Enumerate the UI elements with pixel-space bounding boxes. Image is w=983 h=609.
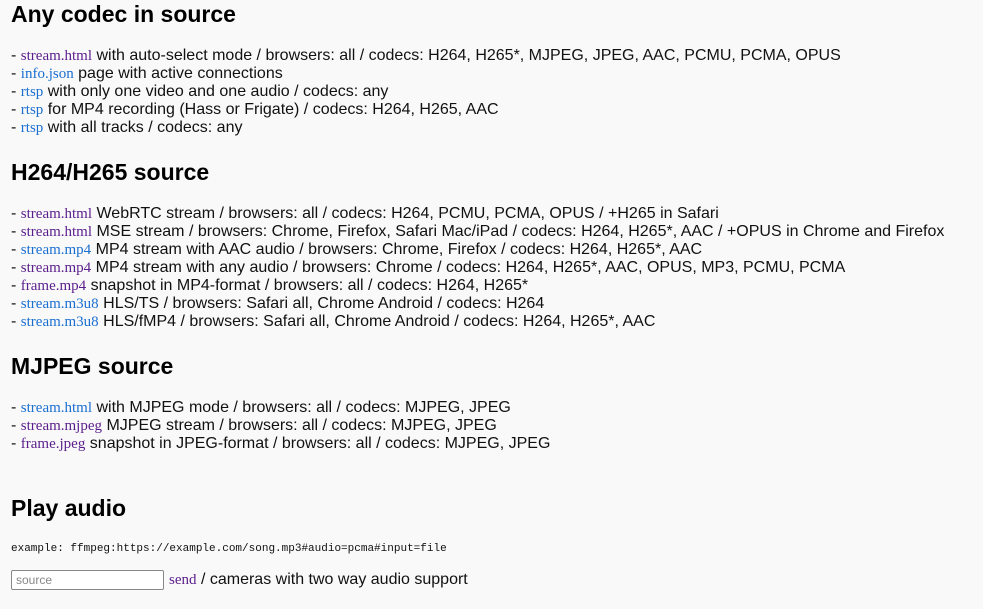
endpoint-link[interactable]: stream.mjpeg (20, 418, 103, 434)
list-item: - rtsp for MP4 recording (Hass or Frigate) / codecs: H264, H265, AAC (11, 101, 499, 118)
endpoint-description: MP4 stream with any audio / browsers: Chrome / codecs: H264, H265*, AAC, OPUS, MP3, PCMU, PCMA (91, 259, 846, 276)
endpoint-description: HLS/fMP4 / browsers: Safari all, Chrome Android / codecs: H264, H265*, AAC (98, 313, 656, 330)
endpoint-description: snapshot in MP4-format / browsers: all / codecs: H264, H265* (86, 277, 529, 294)
list-item: - stream.mp4 MP4 stream with any audio / browsers: Chrome / codecs: H264, H265*, AAC, OPUS, MP3, PCMU, PCMA (11, 259, 846, 276)
list-item: - frame.jpeg snapshot in JPEG-format / browsers: all / codecs: MJPEG, JPEG (11, 435, 551, 452)
endpoint-description: with MJPEG mode / browsers: all / codecs: MJPEG, JPEG (92, 399, 511, 416)
endpoint-description: with auto-select mode / browsers: all / codecs: H264, H265*, MJPEG, JPEG, AAC, PCMU, PCMA, OPUS (92, 47, 841, 64)
endpoint-description: MSE stream / browsers: Chrome, Firefox, Safari Mac/iPad / codecs: H264, H265*, AAC / +OPUS in Chrome and Firefox (92, 223, 945, 240)
list-item: - rtsp with only one video and one audio / codecs: any (11, 83, 389, 100)
audio-send-row (11, 569, 468, 591)
endpoint-description: with all tracks / codecs: any (43, 119, 243, 136)
source-input[interactable] (11, 570, 164, 590)
endpoint-link[interactable]: frame.mp4 (20, 278, 87, 294)
endpoint-description: WebRTC stream / browsers: all / codecs: H264, PCMU, PCMA, OPUS / +H265 in Safari (92, 205, 719, 222)
endpoint-link[interactable]: rtsp (20, 120, 44, 136)
send-link[interactable]: send (169, 571, 197, 588)
endpoint-link[interactable]: stream.mp4 (20, 260, 92, 276)
link-list (11, 399, 550, 453)
list-item: - stream.m3u8 HLS/fMP4 / browsers: Safari all, Chrome Android / codecs: H264, H265*, AAC (11, 313, 656, 330)
list-item: - stream.mjpeg MJPEG stream / browsers: all / codecs: MJPEG, JPEG (11, 417, 497, 434)
endpoint-description: HLS/TS / browsers: Safari all, Chrome Android / codecs: H264 (98, 295, 545, 312)
endpoint-link[interactable]: stream.html (20, 400, 93, 416)
list-item: - stream.m3u8 HLS/TS / browsers: Safari all, Chrome Android / codecs: H264 (11, 295, 545, 312)
audio-note: / cameras with two way audio support (196, 571, 468, 588)
endpoint-description: snapshot in JPEG-format / browsers: all / codecs: MJPEG, JPEG (85, 435, 551, 452)
endpoint-link[interactable]: stream.mp4 (20, 242, 92, 258)
endpoint-link[interactable]: stream.m3u8 (20, 314, 99, 330)
list-item: - stream.html WebRTC stream / browsers: all / codecs: H264, PCMU, PCMA, OPUS / +H265 in Safari (11, 205, 719, 222)
section-heading: Any codec in source (11, 1, 236, 27)
endpoint-link[interactable]: info.json (20, 66, 74, 82)
endpoint-description: MP4 stream with AAC audio / browsers: Chrome, Firefox / codecs: H264, H265*, AAC (91, 241, 703, 258)
endpoint-description: MJPEG stream / browsers: all / codecs: MJPEG, JPEG (102, 417, 497, 434)
section-heading: MJPEG source (11, 353, 174, 379)
endpoint-description: page with active connections (73, 65, 283, 82)
endpoint-description: for MP4 recording (Hass or Frigate) / codecs: H264, H265, AAC (43, 101, 499, 118)
endpoint-link[interactable]: rtsp (20, 102, 44, 118)
link-list (11, 47, 841, 137)
list-item: - frame.mp4 snapshot in MP4-format / browsers: all / codecs: H264, H265* (11, 277, 529, 294)
list-item: - rtsp with all tracks / codecs: any (11, 119, 243, 136)
list-item: - stream.html with auto-select mode / browsers: all / codecs: H264, H265*, MJPEG, JPEG, AAC, PCMU, PCMA, OPUS (11, 47, 841, 64)
endpoint-description: with only one video and one audio / codecs: any (43, 83, 389, 100)
section-heading: H264/H265 source (11, 159, 210, 185)
endpoint-link[interactable]: frame.jpeg (20, 436, 86, 452)
play-audio-heading: Play audio (11, 495, 127, 521)
list-item: - stream.html MSE stream / browsers: Chrome, Firefox, Safari Mac/iPad / codecs: H264, H265*, AAC / +OPUS in Chrome and Firefox (11, 223, 945, 240)
list-item: - info.json page with active connections (11, 65, 283, 82)
list-item: - stream.html with MJPEG mode / browsers: all / codecs: MJPEG, JPEG (11, 399, 511, 416)
endpoint-link[interactable]: stream.m3u8 (20, 296, 99, 312)
endpoint-link[interactable]: rtsp (20, 84, 44, 100)
endpoint-link[interactable]: stream.html (20, 48, 93, 64)
list-item: - stream.mp4 MP4 stream with AAC audio / browsers: Chrome, Firefox / codecs: H264, H265*, AAC (11, 241, 703, 258)
endpoint-link[interactable]: stream.html (20, 206, 93, 222)
audio-example: example: ffmpeg:https://example.com/song.mp3#audio=pcma#input=file (11, 543, 447, 555)
link-list (11, 205, 944, 331)
endpoint-link[interactable]: stream.html (20, 224, 93, 240)
